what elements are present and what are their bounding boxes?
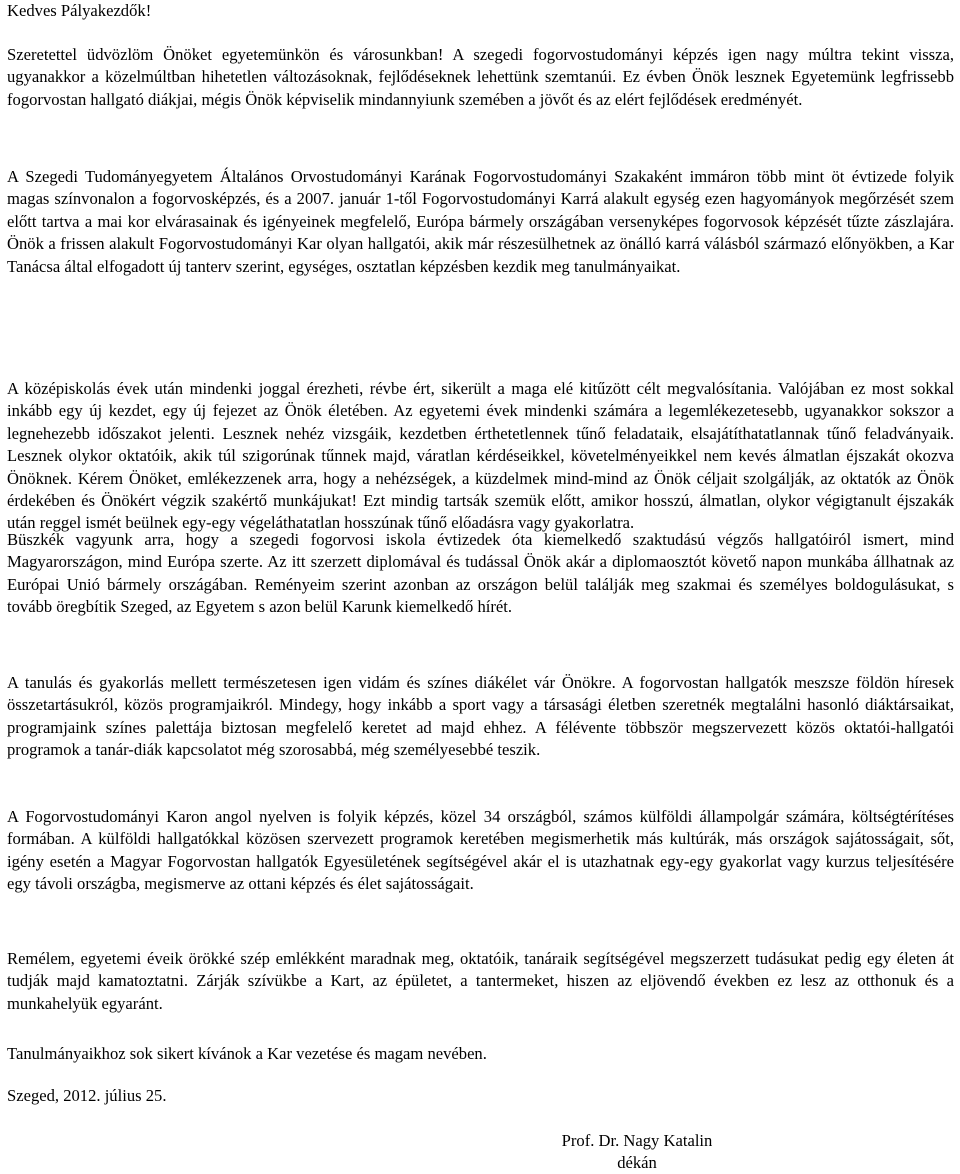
paragraph-closing-wish: Tanulmányaikhoz sok sikert kívánok a Kar vezetése és magam nevében. xyxy=(7,1044,487,1063)
paragraph-faculty-history: A Szegedi Tudományegyetem Általános Orvostudományi Karának Fogorvostudományi Szakaként immáron több mint öt évtizede folyik magas színvonalon a fogorvosképzés, és a 2007. január 1-től Fogorvostudományi Karrá alakult egység ezen hagyományok megőrzését szem előtt tartva a mai kor elvárasainak és igényeinek megfelelő, Európa bármely országában versenyképes fogorvosok képzését tűzte zászlajára. Önök a frissen alakult Fogorvostudományi Kar olyan hallgatói, akik már részesülhetnek az önálló karrá válásból származó előnyökben, a Kar Tanácsa által elfogadott új tanterv szerint, egységes, osztatlan képzésben kezdik meg tanulmányaikat. xyxy=(7,167,954,276)
paragraph-university-years: A középiskolás évek után mindenki joggal érezheti, révbe ért, sikerült a maga elé kitűzött célt megvalósítania. Valójában ez most sokkal inkább egy új kezdet, egy új fejezet az Önök életében. Az egyetemi évek mindenki számára a legemlékezetesebb, ugyanakkor sokszor a legnehezebb időszakot jelenti. Lesznek nehéz vizsgáik, kezdetben érthetetlennek tűnő feladataik, elsajátíthatatlannak tűnő feladványaik. Lesznek olykor oktatóik, akik túl szigorúnak tűnnek majd, váratlan kérdéseikkel, követelményeikkel nem kevés álmatlan éjszakát okozva Önöknek. Kérem Önöket, emlékezzenek arra, hogy a nehézségek, a küzdelmek mind-mind az Önök céljait szolgálják, az oktatók az Önök érdekében és Önökért végzik szakértő munkájukat! Ezt mindig tartsák szemük előtt, amikor hosszú, álmatlan, olykor végigtanult éjszakák után reggel ismét beülnek egy-egy végeláthatatlan hosszúnak tűnő előadásra vagy gyakorlatra. xyxy=(7,379,954,533)
place-and-date: Szeged, 2012. július 25. xyxy=(7,1086,167,1105)
paragraph-student-life: A tanulás és gyakorlás mellett természetesen igen vidám és színes diákélet vár Önökre. A fogorvostan hallgatók meszsze földön híresek összetartásukról, közös programjaikról. Mindegy, hogy inkább a sport vagy a társasági életben szeretnék megtalálni hasonló diáktársaikat, programjaink színes palettája biztosan megfelelő keretet ad majd ehhez. A félévente többször megszervezett közös oktatói-hallgatói programok a tanár-diák kapcsolatot még szorosabbá, még személyesebbé teszik. xyxy=(7,673,954,760)
paragraph-memories: Remélem, egyetemi éveik örökké szép emlékként maradnak meg, oktatóik, tanáraik segítségével megszerzett tudásukat pedig egy életen át tudják majd kamatoztatni. Zárják szívükbe a Kart, az épületet, a tantermeket, hiszen az eljövendő években ez lesz az otthonuk és a munkahelyük egyaránt. xyxy=(7,949,954,1013)
paragraph-welcome: Szeretettel üdvözlöm Önöket egyetemünkön és városunkban! A szegedi fogorvostudományi képzés igen nagy múltra tekint vissza, ugyanakkor a közelmúltban hihetetlen változásoknak, fejlődéseknek lehettünk szemtanúi. Ez évben Önök lesznek Egyetemünk legfrissebb fogorvostan hallgató diákjai, mégis Önök képviselik mindannyiunk szemében a jövőt és az elért fejlődések eredményét. xyxy=(7,45,954,109)
signatory-name: Prof. Dr. Nagy Katalin xyxy=(561,1131,713,1150)
signature-block xyxy=(537,1130,737,1174)
salutation: Kedves Pályakezdők! xyxy=(7,1,152,20)
letter-document xyxy=(7,0,954,1172)
signatory-title: dékán xyxy=(617,1153,657,1172)
paragraph-english-program: A Fogorvostudományi Karon angol nyelven is folyik képzés, közel 34 országból, számos külföldi állampolgár számára, költségtérítéses formában. A külföldi hallgatókkal közösen szervezett programok keretében megismerhetik más kultúrák, más országok sajátosságait, sőt, igény esetén a Magyar Fogorvostan hallgatók Egyesületének segítségével akár el is utazhatnak egy-egy gyakorlat vagy kurzus teljesítésére egy távoli országba, megismerve az ottani képzés és élet sajátosságait. xyxy=(7,807,954,894)
paragraph-reputation: Büszkék vagyunk arra, hogy a szegedi fogorvosi iskola évtizedek óta kiemelkedő szaktudású végzős hallgatóiról ismert, mind Magyarországon, mind Európa szerte. Az itt szerzett diplomával és tudással Önök akár a diplomaosztót követő napon munkába állhatnak az Európai Unió bármely országában. Reményeim szerint azonban az országon belül találják meg szakmai és személyes boldogulásukat, s tovább öregbítik Szeged, az Egyetem s azon belül Karunk kiemelkedő hírét. xyxy=(7,530,954,617)
